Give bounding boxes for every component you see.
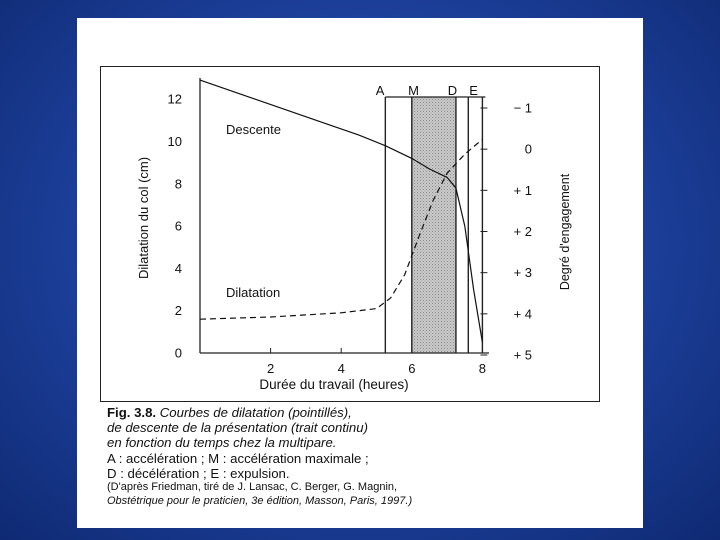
phase-label-E: E	[469, 83, 478, 98]
phase-label-M: M	[408, 83, 419, 98]
x-tick-label-8: 8	[478, 361, 487, 376]
y-tick-label-0: 0	[174, 345, 182, 361]
caption-source-1: (D'après Friedman, tiré de J. Lansac, C. Berger, G. Magnin,	[107, 481, 398, 494]
y2-tick-label-4: + 3	[513, 265, 532, 281]
shaded-phase-m	[412, 97, 456, 353]
caption-line-4: A : accélération ; M : accélération maximale ;	[107, 450, 369, 466]
caption-source-2: Obstétrique pour le praticien, 3e édition, Masson, Paris, 1997.)	[107, 494, 413, 507]
phase-label-D: D	[447, 83, 458, 98]
figure-number: Fig. 3.8.	[107, 405, 157, 420]
y-tick-label-4: 4	[174, 260, 182, 276]
caption-title: Courbes de dilatation (pointillés),	[156, 405, 352, 420]
y-tick-label-10: 10	[167, 133, 182, 149]
series-label-dilatation: Dilatation	[226, 285, 281, 300]
x-tick-label-4: 4	[337, 361, 345, 376]
caption-line-2: de descente de la présentation (trait continu)	[107, 420, 368, 436]
figure-caption	[107, 405, 607, 508]
y2-tick-label-6: + 5	[513, 347, 532, 363]
caption-line-5: D : décélération ; E : expulsion.	[107, 465, 290, 481]
y2-axis-label: Degré d'engagement	[558, 173, 572, 291]
y-tick-label-12: 12	[167, 91, 182, 107]
y-tick-label-2: 2	[174, 303, 182, 319]
x-tick-label-6: 6	[408, 361, 416, 376]
y-tick-label-6: 6	[174, 218, 182, 234]
phase-label-A: A	[375, 83, 385, 98]
x-axis-label: Durée du travail (heures)	[259, 377, 409, 392]
y-tick-label-8: 8	[174, 176, 182, 192]
y2-tick-label-2: + 1	[513, 182, 532, 198]
y2-tick-label-3: + 2	[513, 224, 532, 239]
series-label-descente: Descente	[226, 122, 281, 137]
y2-tick-label-5: + 4	[513, 306, 532, 322]
y2-tick-label-1: 0	[524, 141, 532, 157]
y-axis-label: Dilatation du col (cm)	[136, 156, 151, 280]
x-tick-label-2: 2	[266, 361, 275, 376]
y2-tick-label-0: − 1	[513, 100, 532, 116]
caption-line-3: en fonction du temps chez la multipare.	[107, 435, 337, 451]
caption-line-1	[107, 405, 607, 420]
